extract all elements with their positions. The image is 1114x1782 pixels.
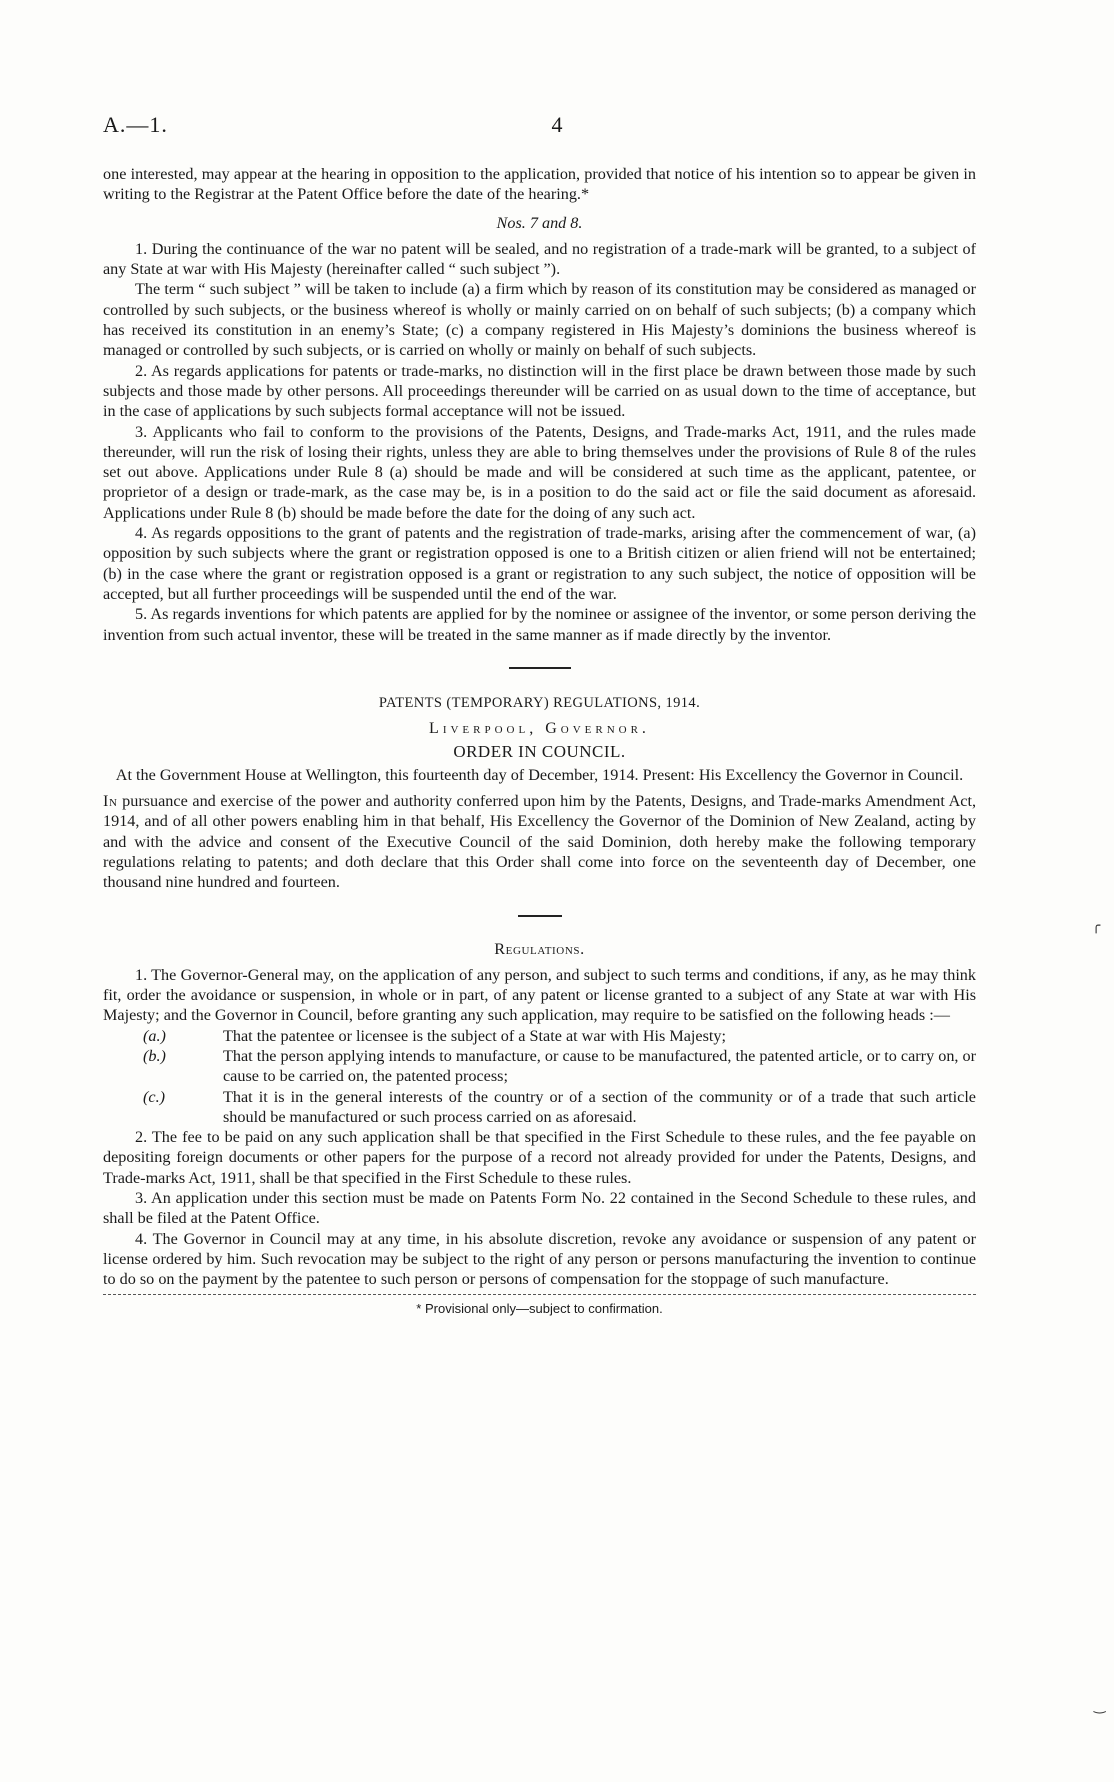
nos-paragraph-term: The term “ such subject ” will be taken to include (a) a firm which by reason of its constitution may be considered as managed or controlled by such subjects, or the business whereof is wholly or mainly carried on on behalf of such subjects; (b) a company which has received its constitution in an enemy’s State; (c) a company registered in His Majesty’s dominions the business whereof is managed or controlled by such subjects, or is carried on wholly or mainly on behalf of such subjects. (103, 280, 976, 360)
place-line: At the Government House at Wellington, this fourteenth day of December, 1914. Present: His Excellency the Governor in Council. (115, 765, 964, 784)
head-a (143, 1026, 976, 1046)
regulation-1: 1. The Governor-General may, on the application of any person, and subject to such terms and conditions, if any, as he may think fit, order the avoidance or suspension, in whole or in part, of any patent or license granted to a subject of any State at war with His Majesty; and the Governor in Council, before granting any such application, may require to be satisfied on the following heads :— (103, 965, 976, 1025)
preamble (103, 791, 976, 892)
nos-paragraph-1: 1. During the continuance of the war no patent will be sealed, and no registration of a trade-mark will be granted, to a subject of any State at war with His Majesty (hereinafter called “ such subject ”). (103, 239, 976, 279)
preamble-lead: In (103, 792, 118, 811)
governor-line: Liverpool, Governor. (429, 720, 650, 738)
head-c-text: That it is in the general interests of the country or of a section of the community or of a trade that such article should be manufactured or such process carried on as aforesaid. (223, 1087, 976, 1126)
margin-mark-icon-2: ‿ (1094, 1699, 1106, 1714)
section-divider-2 (518, 915, 562, 917)
margin-mark-icon: ╭ (1092, 919, 1101, 934)
nos-heading: Nos. 7 and 8. (496, 213, 583, 232)
page-number: 4 (551, 112, 563, 137)
section-divider (509, 667, 571, 669)
intro-continued: one interested, may appear at the hearing in opposition to the application, provided that notice of his intention so to appear be given in writing to the Registrar at the Patent Office before the date of the hearing.* (103, 165, 976, 204)
nos-paragraph-5: 5. As regards inventions for which patents are applied for by the nominee or assignee of the inventor, or some person deriving the invention from such actual inventor, these will be treated in the same manner as if made directly by the inventor. (103, 605, 976, 644)
head-b-label: (b.) (143, 1046, 166, 1065)
head-a-label: (a.) (143, 1026, 166, 1045)
preamble-text: pursuance and exercise of the power and authority conferred upon him by the Patents, Designs, and Trade-marks Amendment Act, 1914, and of all other powers enabling him in that behalf, His Excellency the Governor of the Dominion of New Zealand, acting by and with the advice and consent of the Executive Council of the said Dominion, doth hereby make the following temporary regulations relating to patents; and doth declare that this Order shall come into force on the seventeenth day of December, one thousand nine hundred and fourteen. (103, 792, 976, 892)
regulations-heading: Regulations. (494, 939, 585, 958)
head-b-text: That the person applying intends to manufacture, or cause to be manufactured, the patented article, or to carry on, or cause to be carried on, the patented process; (223, 1046, 976, 1086)
head-c (143, 1087, 976, 1128)
regulation-3: 3. An application under this section must be made on Patents Form No. 22 contained in the Second Schedule to these rules, and shall be filed at the Patent Office. (103, 1189, 976, 1228)
page-header (103, 112, 1011, 142)
footnote-rule (103, 1294, 976, 1295)
nos-paragraph-4: 4. As regards oppositions to the grant of patents and the registration of trade-marks, arising after the commencement of war, (a) opposition by such subjects where the grant or registration opposed is one to a British citizen or alien friend will not be entertained; (b) in the case where the grant or registration opposed is a grant or registration to any such subject, the notice of opposition will be accepted, but all further proceedings will be suspended until the end of the war. (103, 524, 976, 603)
regulation-2: 2. The fee to be paid on any such application shall be that specified in the First Schedule to these rules, and the fee payable on depositing foreign documents or other papers for the purpose of a record not already provided for under the Patents, Designs, and Trade-marks Act, 1911, shall be that specified in the First Schedule to these rules. (103, 1128, 976, 1187)
footnote: * Provisional only—subject to confirmation. (416, 1300, 663, 1316)
document-body (103, 164, 976, 1319)
regulation-1-heads (103, 1026, 976, 1127)
regulation-4: 4. The Governor in Council may at any time, in his absolute discretion, revoke any avoidance or suspension of any patent or license ordered by him. Such revocation may be subject to the right of any person or persons manufacturing the invention to continue to do so on the payment by the patentee to such person or persons of compensation for the stoppage of such manufacture. (103, 1229, 976, 1289)
head-b (143, 1046, 976, 1087)
head-c-label: (c.) (143, 1087, 166, 1106)
document-reference: A.—1. (103, 112, 168, 137)
order-heading: ORDER IN COUNCIL. (453, 742, 626, 762)
head-a-text: That the patentee or licensee is the subject of a State at war with His Majesty; (223, 1026, 726, 1045)
regulations-title: PATENTS (TEMPORARY) REGULATIONS, 1914. (378, 694, 701, 711)
nos-paragraph-2: 2. As regards applications for patents or trade-marks, no distinction will in the first place be drawn between those made by such subjects and those made by other persons. All proceedings thereunder will be carried on as usual down to the time of acceptance, but in the case of applications by such subjects formal acceptance will not be issued. (103, 361, 976, 421)
nos-paragraph-3: 3. Applicants who fail to conform to the provisions of the Patents, Designs, and Trade-marks Act, 1911, and the rules made thereunder, will run the risk of losing their rights, unless they are able to bring themselves under the provisions of Rule 8 of the rules set out above. Applications under Rule 8 (a) should be made and will be considered at such time as the applicant, patentee, or proprietor of a design or trade-mark, as the case may be, is in a position to do the said act or file the said document as aforesaid. Applications under Rule 8 (b) should be made before the date for the doing of any such act. (103, 422, 976, 522)
